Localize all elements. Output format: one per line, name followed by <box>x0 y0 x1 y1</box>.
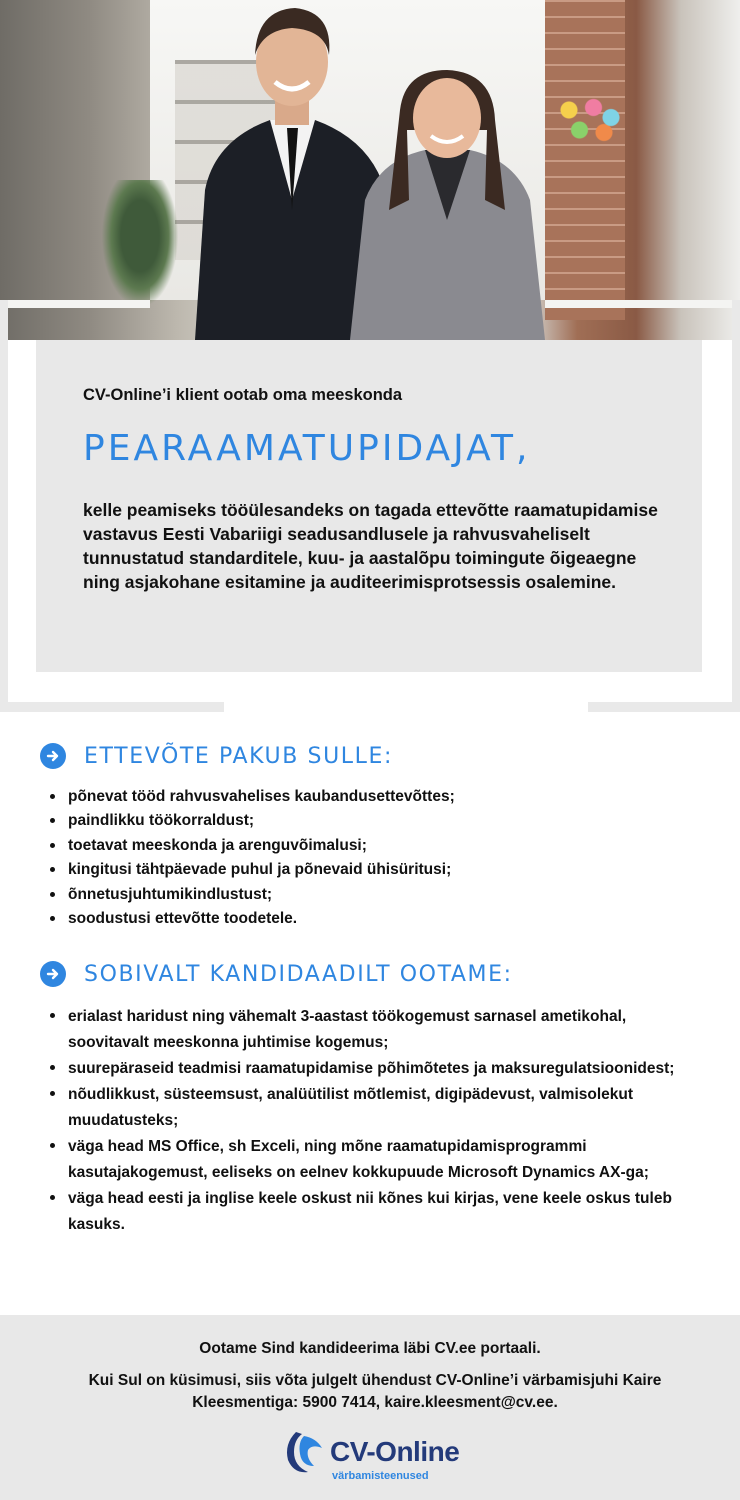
offers-list <box>48 785 688 931</box>
list-item: õnnetusjuhtumikindlustust; <box>48 883 688 907</box>
list-item: suurepäraseid teadmisi raamatupidamise põhimõtetes ja maksuregulatsioonidest; <box>48 1056 688 1082</box>
list-item: toetavat meeskonda ja arenguvõimalusi; <box>48 834 688 858</box>
woman-in-blazer <box>345 70 550 340</box>
offers-heading <box>40 743 700 769</box>
frame-bottom-right-bar <box>588 702 740 712</box>
frame-bottom-left-bar <box>0 702 224 712</box>
arrow-right-circle-icon <box>40 961 66 987</box>
list-item: põnevat tööd rahvusvahelises kaubandusettevõttes; <box>48 785 688 809</box>
sticky-notes <box>555 95 625 145</box>
frame-ledge-right <box>545 300 740 308</box>
list-item: väga head eesti ja inglise keele oskust nii kõnes kui kirjas, vene keele oskus tuleb kasuks. <box>48 1186 688 1238</box>
contact-text: Kui Sul on küsimusi, siis võta julgelt ühendust CV-Online’i värbamisjuhi Kaire Kleesmentiga: 5900 7414, kaire.kleesment@cv.ee. <box>88 1372 662 1411</box>
cv-online-logo-mark-icon <box>282 1430 326 1476</box>
arrow-right-circle-icon <box>40 743 66 769</box>
list-item: väga head MS Office, sh Exceli, ning mõne raamatupidamisprogrammi kasutajakogemust, eeliseks on eelnev kokkupuude Microsoft Dynamics AX-ga; <box>48 1134 688 1186</box>
frame-ledge-left <box>0 300 150 308</box>
list-item: nõudlikkust, süsteemsust, analüütilist mõtlemist, digipädevust, valmisolekut muudatusteks; <box>48 1082 688 1134</box>
requirements-heading-text: SOBIVALT KANDIDAADILT OOTAME: <box>84 961 513 987</box>
frame-right-bar <box>732 300 740 710</box>
requirements-heading <box>40 961 700 987</box>
job-description: kelle peamiseks tööülesandeks on tagada ettevõtte raamatupidamise vastavus Eesti Vabariigi seadusandlusele ja rahvusvaheliselt tunnustatud standarditele, kuu- ja aastalõpu toimingute õigeaegne ning asjakohane esitamine ja auditeerimisprotsessis osalemine. <box>83 500 658 592</box>
intro-text: CV-Online’i klient ootab oma meeskonda <box>83 386 403 404</box>
plant <box>95 180 185 320</box>
apply-text: Ootame Sind kandideerima läbi CV.ee portaali. <box>199 1340 541 1357</box>
offers-heading-text: ETTEVÕTE PAKUB SULLE: <box>84 743 394 769</box>
logo-name: CV-Online <box>330 1436 460 1467</box>
job-title: PEARAAMATUPIDAJAT, <box>83 428 531 469</box>
list-item: paindlikku töökorraldust; <box>48 809 688 833</box>
logo-tagline: värbamisteenused <box>332 1470 429 1482</box>
requirements-list <box>48 1004 688 1238</box>
list-item: erialast haridust ning vähemalt 3-aastast töökogemust sarnasel ametikohal, soovitavalt meeskonna juhtimise kogemus; <box>48 1004 688 1056</box>
list-item: kingitusi tähtpäevade puhul ja põnevaid ühisüritusi; <box>48 858 688 882</box>
list-item: soodustusi ettevõtte toodetele. <box>48 907 688 931</box>
brick-pillar <box>545 0 625 320</box>
frame-left-bar <box>0 300 8 710</box>
cv-online-logo <box>280 1428 470 1488</box>
hero-photo <box>0 0 740 340</box>
